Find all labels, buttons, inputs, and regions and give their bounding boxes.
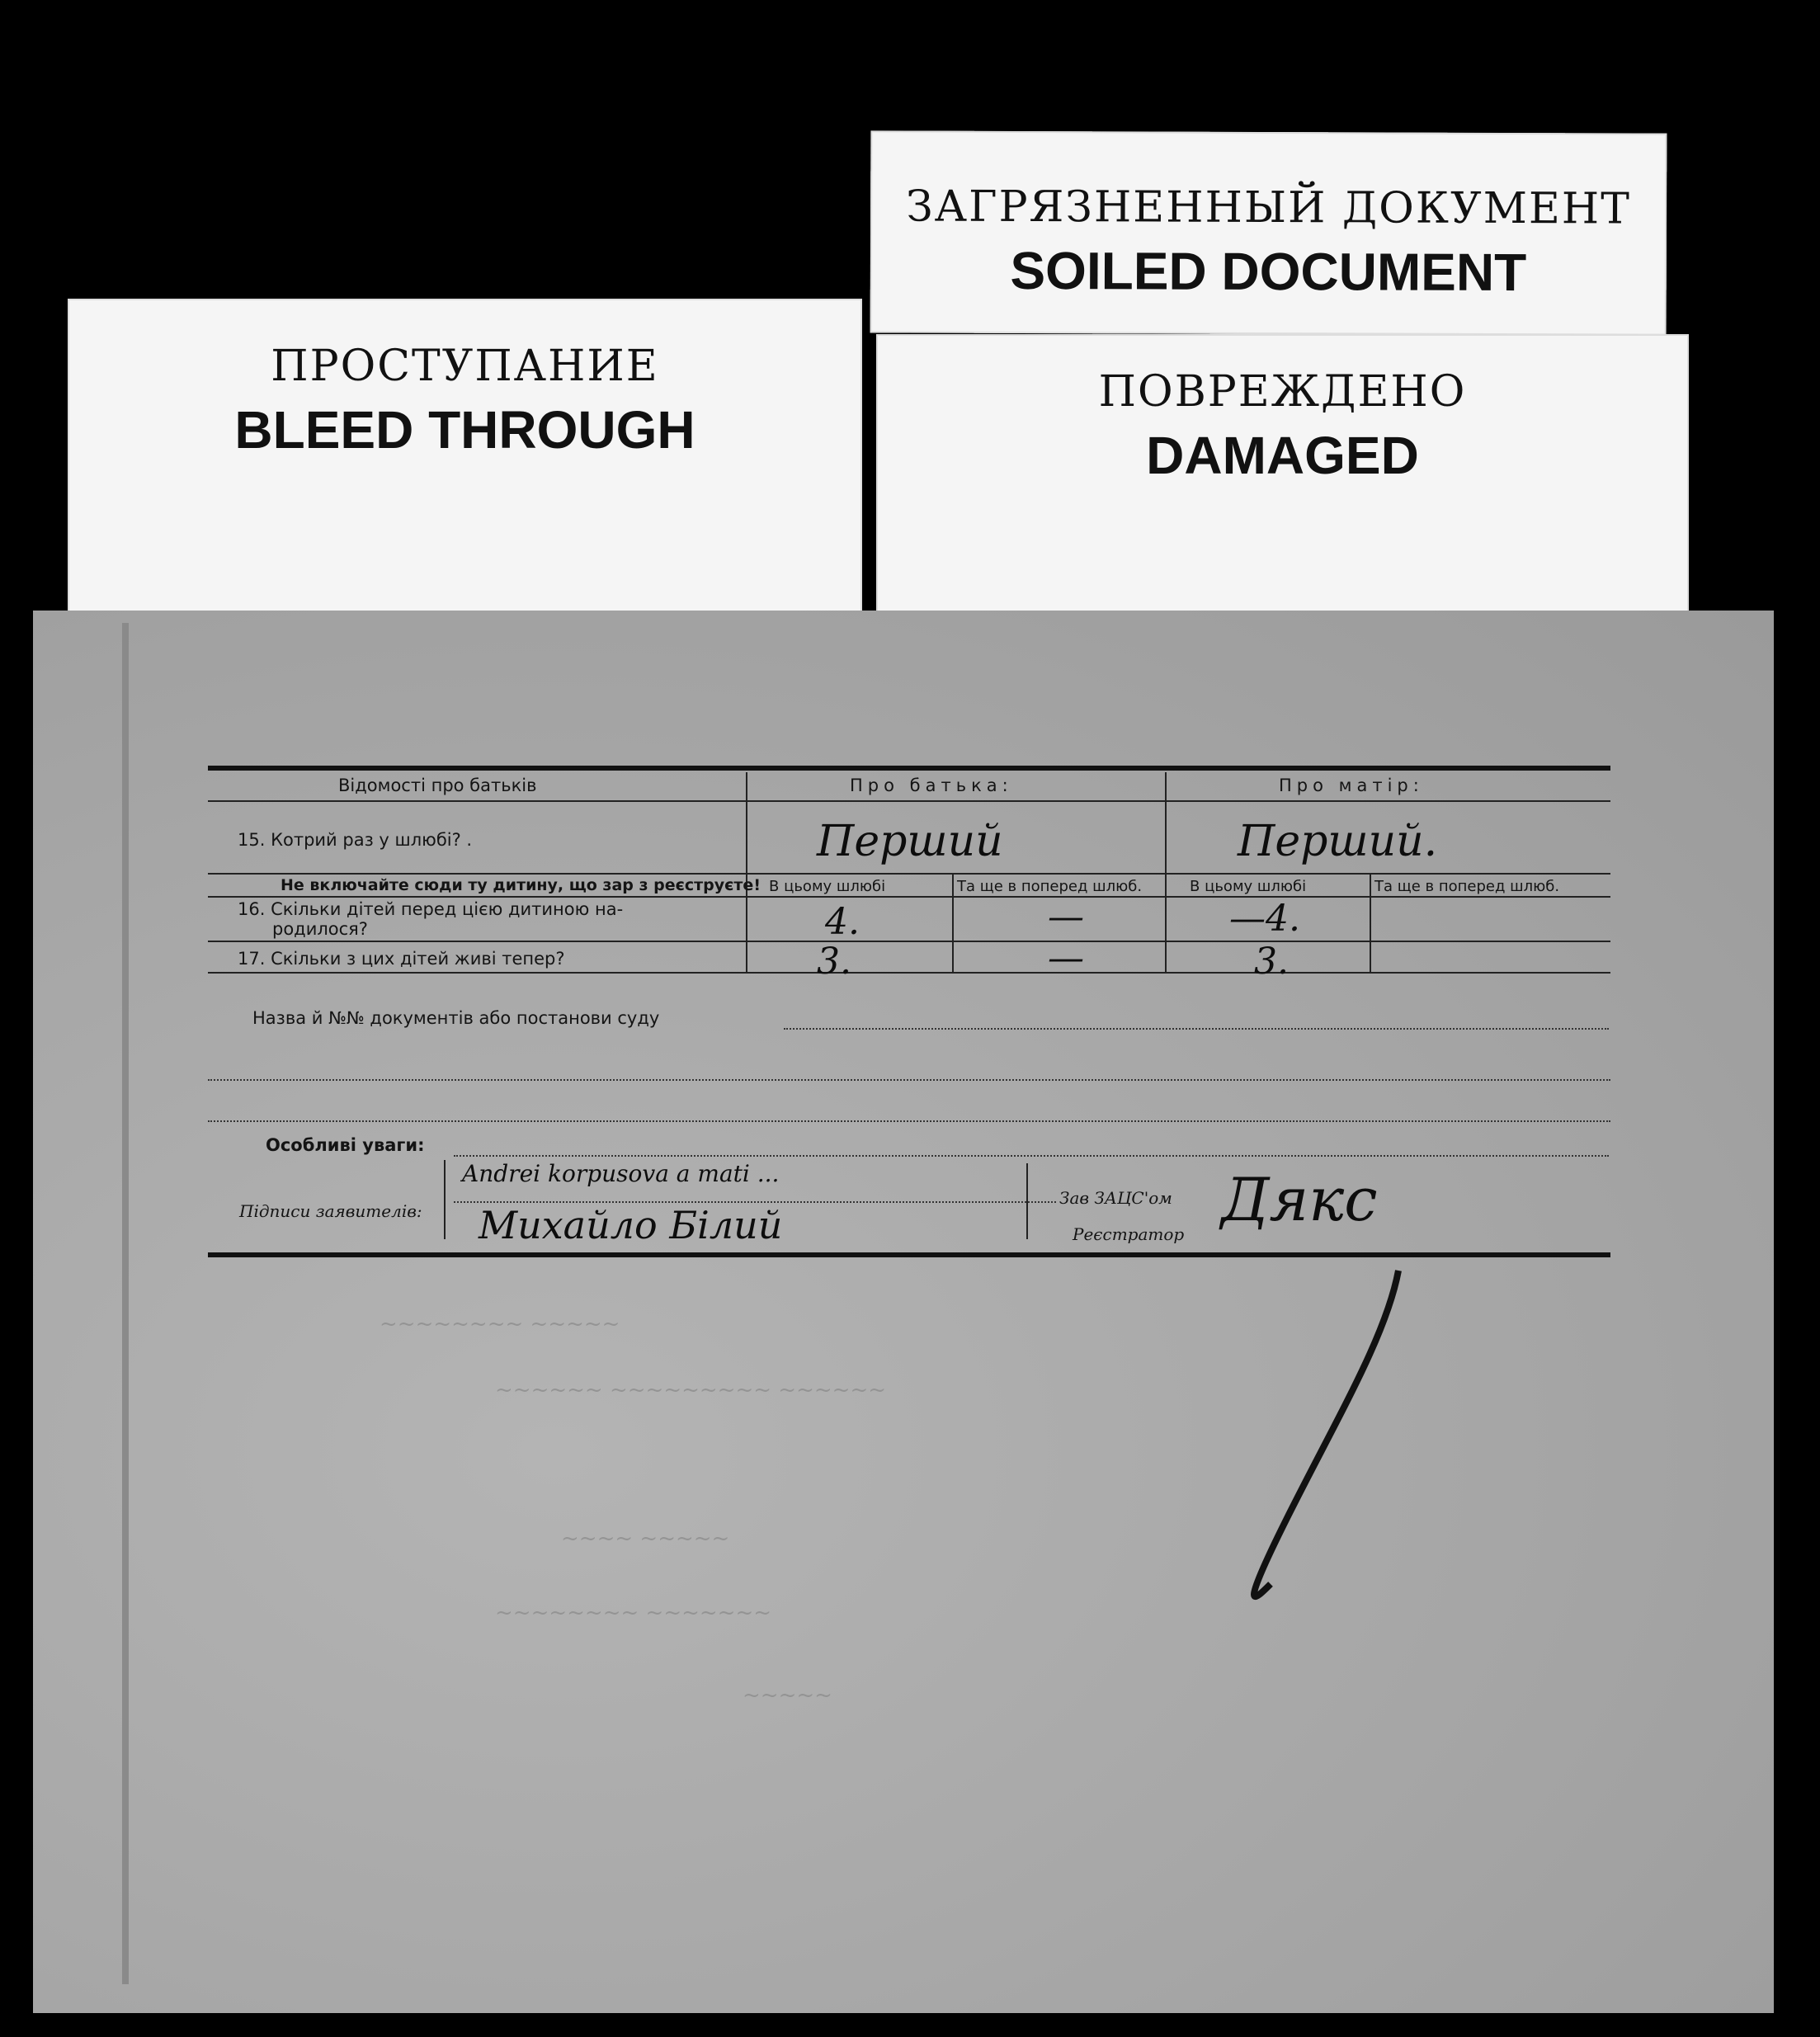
soiled-document-tag (870, 130, 1667, 335)
signer-note: Andrei korpusova a mati ... (462, 1160, 780, 1187)
damaged-tag-ru: ПОВРЕЖДЕНО (1098, 367, 1467, 417)
question-15: 15. Котрий раз у шлюбі? . (238, 830, 473, 850)
question-17: 17. Скільки з цих дітей живі тепер? (238, 949, 565, 969)
documents-dotted-line (208, 1079, 1610, 1081)
table-row-rule (208, 972, 1610, 974)
special-notes-dotted-line (454, 1155, 1609, 1157)
bleed-through-scribble: ~~~~ ~~~~~ (561, 1526, 730, 1551)
table-col-rule (1370, 873, 1371, 974)
question-16-line1: 16. Скільки дітей перед цією дитиною на- (238, 899, 624, 919)
subheader-this-marriage-father: В цьому шлюбі (769, 878, 886, 895)
answer-17-father-prev: — (1048, 937, 1084, 979)
bleed-through-scribble: ~~~~~~~~ ~~~~~ (380, 1312, 620, 1337)
table-top-rule (208, 766, 1610, 771)
answer-16-mother-this: —4. (1229, 898, 1300, 940)
answer-15-mother: Перший. (1238, 817, 1438, 866)
answer-16-father-this: 4. (825, 901, 860, 943)
answer-17-father-this: 3. (817, 941, 851, 983)
subheader-prev-marriage-mother: Та ще в поперед шлюб. (1374, 878, 1560, 895)
head-signature: Дякс (1221, 1165, 1378, 1234)
documents-dotted-line (784, 1028, 1609, 1030)
answer-15-father: Перший (817, 817, 1003, 866)
bleed-through-tag (68, 299, 862, 625)
documents-dotted-line (208, 1120, 1610, 1122)
signer-name: Михайло Білий (479, 1203, 783, 1247)
table-row-rule (208, 941, 1610, 942)
head-label: Зав ЗАЦС'ом (1059, 1188, 1172, 1208)
answer-16-father-prev: — (1048, 896, 1084, 938)
bleed-through-scribble: ~~~~~~~~ ~~~~~~~ (495, 1601, 772, 1625)
column-header-info: Відомості про батьків (338, 776, 537, 795)
table-col-rule (1165, 772, 1167, 974)
subheader-prev-marriage-father: Та ще в поперед шлюб. (957, 878, 1143, 895)
answer-17-mother-this: 3. (1254, 941, 1289, 983)
subheader-this-marriage-mother: В цьому шлюбі (1190, 878, 1307, 895)
table-row-rule (208, 896, 1610, 898)
signers-bracket (444, 1160, 446, 1239)
signature-stroke (1238, 1238, 1452, 1650)
column-header-father: Про батька: (850, 776, 1013, 795)
table-header-rule (208, 800, 1610, 802)
table-col-rule (952, 873, 954, 974)
question-16-line2: родилося? (272, 919, 368, 939)
page-fold (122, 623, 129, 1984)
table-col-rule (746, 772, 747, 974)
registrar-label: Реєстратор (1073, 1224, 1185, 1244)
column-header-mother: Про матір: (1279, 776, 1424, 795)
table-row-rule (208, 873, 1610, 875)
document-sheet (33, 611, 1774, 2013)
special-notes-label: Особливі уваги: (266, 1135, 425, 1155)
soiled-tag-en: SOILED DOCUMENT (1010, 240, 1527, 303)
signatures-divider (1026, 1163, 1028, 1239)
bleed-tag-ru: ПРОСТУПАНИЕ (271, 342, 659, 391)
soiled-tag-ru: ЗАГРЯЗНЕННЫЙ ДОКУМЕНТ (906, 182, 1632, 234)
signers-label: Підписи заявителів: (239, 1201, 422, 1221)
bleed-tag-en: BLEED THROUGH (234, 400, 695, 460)
bleed-through-scribble: ~~~~~~ ~~~~~~~~~ ~~~~~~ (495, 1378, 887, 1403)
question-16-note: Не включайте сюди ту дитину, що зар з реєструєте! (281, 876, 761, 894)
documents-label: Назва й №№ документів або постанови суду (252, 1008, 660, 1028)
damaged-tag-en: DAMAGED (1146, 426, 1419, 485)
bleed-through-scribble: ~~~~~ (743, 1683, 832, 1708)
damaged-tag (876, 334, 1689, 623)
